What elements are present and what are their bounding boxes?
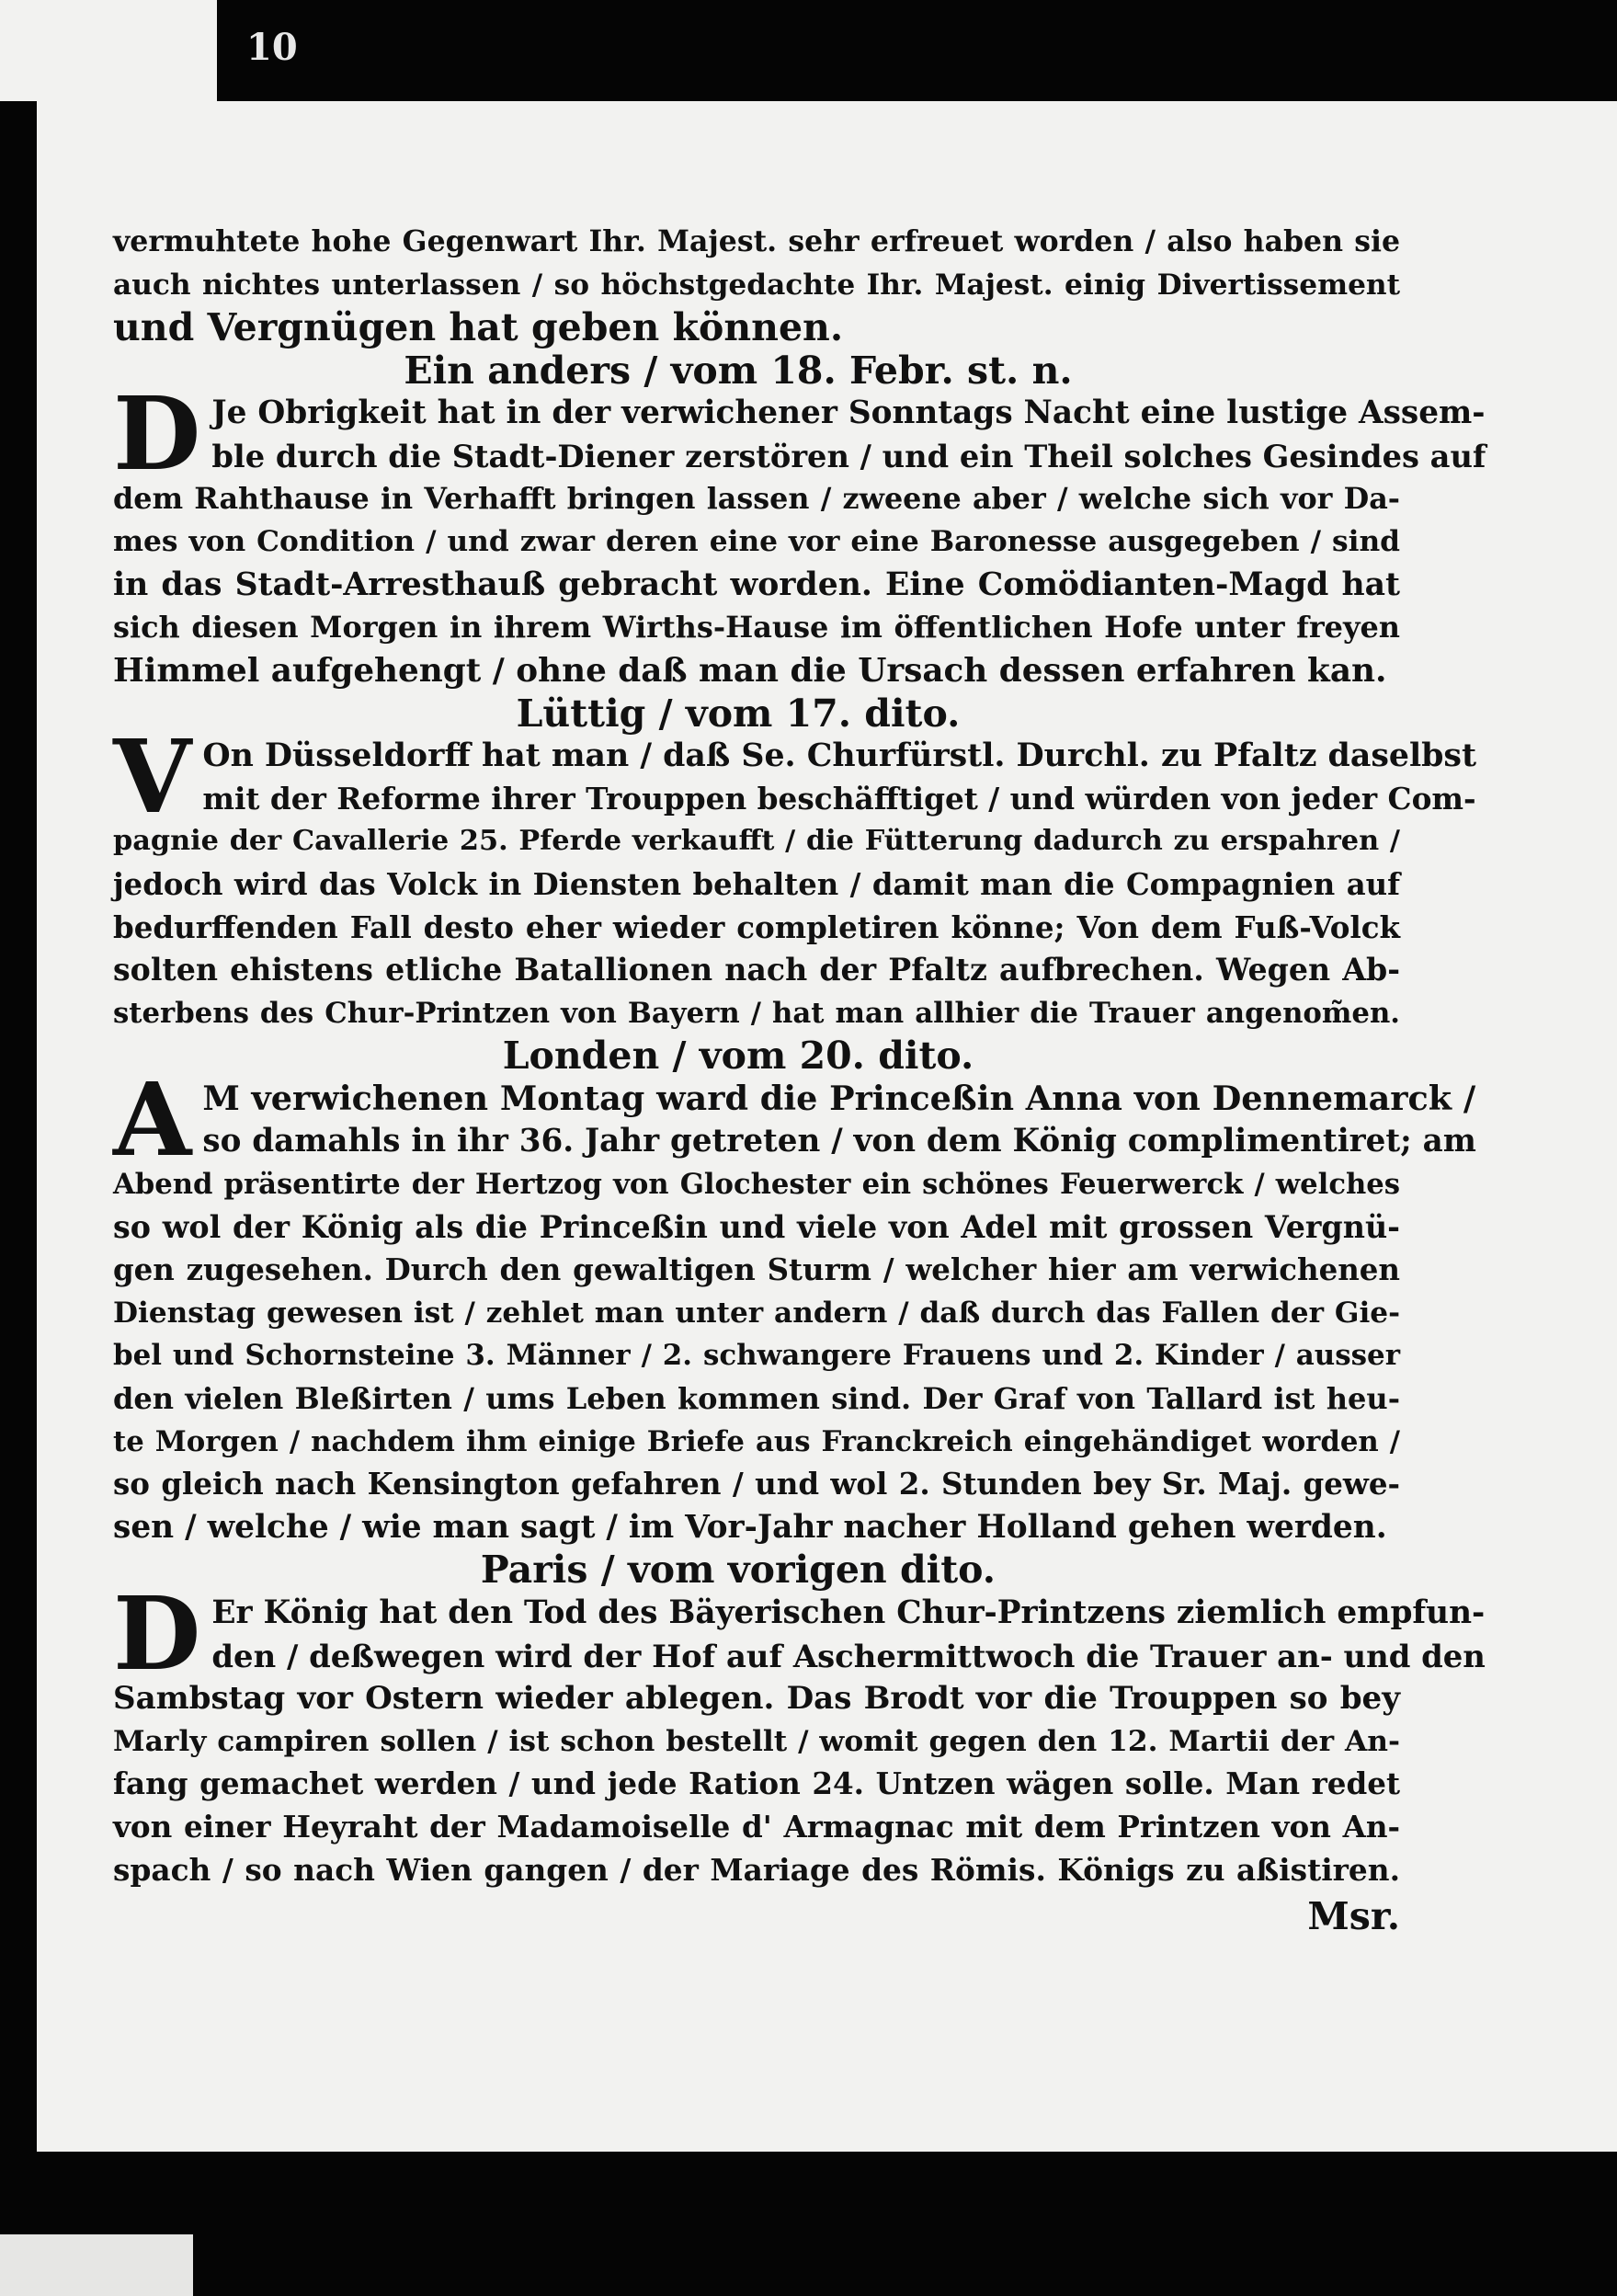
text-line: und Vergnügen hat geben können. (113, 305, 844, 350)
drop-cap: A (113, 1059, 192, 1179)
page-number: 10 (246, 26, 298, 69)
text-line: so wol der König als die Princeßin und viele von Adel mit grossen Vergnü- (113, 1208, 1400, 1245)
text-line: Er König hat den Tod des Bäyerischen Chur-Printzens ziemlich empfun- (211, 1594, 1486, 1631)
section-paris (113, 1548, 1486, 1891)
text-line: jedoch wird das Volck in Diensten behalten / damit man die Compagnien auf (113, 866, 1400, 902)
text-line: sen / welche / wie man sagt / im Vor-Jahr nacher Holland gehen werden. (113, 1508, 1387, 1546)
text-line: bel und Schornsteine 3. Männer / 2. schwangere Frauens und 2. Kinder / ausser (113, 1339, 1400, 1373)
text-line: gen zugesehen. Durch den gewaltigen Sturm / welcher hier am verwichenen (113, 1252, 1400, 1288)
text-line: so gleich nach Kensington gefahren / und wol 2. Stunden bey Sr. Maj. gewe- (113, 1466, 1400, 1502)
drop-cap: V (113, 717, 192, 837)
text-line: spach / so nach Wien gangen / der Mariage des Römis. Königs zu aßistiren. (113, 1851, 1400, 1888)
text-line: von einer Heyraht der Madamoiselle d' Armagnac mit dem Printzen von An- (113, 1808, 1400, 1845)
intro-paragraph (113, 221, 1400, 349)
text-line: dem Rahthause in Verhafft bringen lassen / zweene aber / welche sich vor Da- (113, 481, 1400, 516)
scan-margin-top (0, 0, 217, 101)
text-line: bedurffenden Fall desto eher wieder completiren könne; Von dem Fuß-Volck (113, 908, 1400, 945)
text-line: pagnie der Cavallerie 25. Pferde verkaufft / die Fütterung dadurch zu erspahren / (113, 825, 1400, 858)
text-line: mes von Condition / und zwar deren eine vor eine Baronesse ausgegeben / sind (113, 525, 1400, 559)
section-heading: Ein anders / vom 18. Febr. st. n. (404, 348, 1073, 393)
text-line: M verwichenen Montag ward die Princeßin Anna von Dennemarck / (202, 1078, 1476, 1118)
text-line: den / deßwegen wird der Hof auf Aschermittwoch die Trauer an- und den (211, 1637, 1486, 1674)
scan-border-bottom (0, 2152, 1617, 2234)
section-ein-anders (113, 348, 1486, 692)
text-line: Sambstag vor Ostern wieder ablegen. Das Brodt vor die Trouppen so bey (113, 1680, 1400, 1718)
text-line: sich diesen Morgen in ihrem Wirths-Hause im öffentlichen Hofe unter freyen (113, 610, 1400, 645)
scan-margin-bottom (0, 2234, 193, 2296)
section-londen (113, 1034, 1476, 1548)
text-line: Je Obrigkeit hat in der verwichener Sonntags Nacht eine lustige Assem- (211, 394, 1486, 432)
text-line: Himmel aufgehengt / ohne daß man die Ursach dessen erfahren kan. (113, 650, 1387, 690)
section-heading: Londen / vom 20. dito. (502, 1034, 974, 1079)
text-line: solten ehistens etliche Batallionen nach der Pfaltz aufbrechen. Wegen Ab- (113, 952, 1400, 988)
text-line: Marly campiren sollen / ist schon bestellt / womit gegen den 12. Martii der An- (113, 1724, 1400, 1758)
text-line: sterbens des Chur-Printzen von Bayern / hat man allhier die Trauer angenom̃en. (113, 996, 1400, 1030)
text-line: ble durch die Stadt-Diener zerstören / und ein Theil solches Gesindes auf (211, 437, 1486, 474)
catchword: Msr. (1307, 1894, 1400, 1939)
text-line: fang gemachet werden / und jede Ration 24. Untzen wägen solle. Man redet (113, 1765, 1400, 1802)
text-line: auch nichtes unterlassen / so höchstgedachte Ihr. Majest. einig Divertissement (113, 268, 1400, 302)
section-heading: Lüttig / vom 17. dito. (516, 691, 961, 736)
text-line: so damahls in ihr 36. Jahr getreten / von dem König complimentiret; am (202, 1123, 1476, 1160)
drop-cap: D (113, 374, 201, 494)
drop-cap: D (113, 1574, 201, 1693)
text-line: On Düsseldorff hat man / daß Se. Churfürstl. Durchl. zu Pfaltz daselbst (202, 737, 1477, 775)
text-line: te Morgen / nachdem ihm einige Briefe aus Franckreich eingehändiget worden / (113, 1424, 1400, 1458)
section-luettig (113, 691, 1477, 1035)
text-line: in das Stadt-Arresthauß gebracht worden. Eine Comödianten-Magd hat (113, 565, 1400, 603)
text-line: Dienstag gewesen ist / zehlet man unter andern / daß durch das Fallen der Gie- (113, 1296, 1400, 1330)
section-heading: Paris / vom vorigen dito. (480, 1548, 996, 1593)
text-line: den vielen Bleßirten / ums Leben kommen sind. Der Graf von Tallard ist heu- (113, 1381, 1400, 1417)
text-line: vermuhtete hohe Gegenwart Ihr. Majest. sehr erfreuet worden / also haben sie (113, 224, 1400, 258)
text-line: mit der Reforme ihrer Trouppen beschäfftiget / und würden von jeder Com- (202, 780, 1476, 817)
article-text (113, 221, 1486, 1939)
text-line: Abend präsentirte der Hertzog von Glochester ein schönes Feuerwerck / welches (113, 1168, 1400, 1202)
